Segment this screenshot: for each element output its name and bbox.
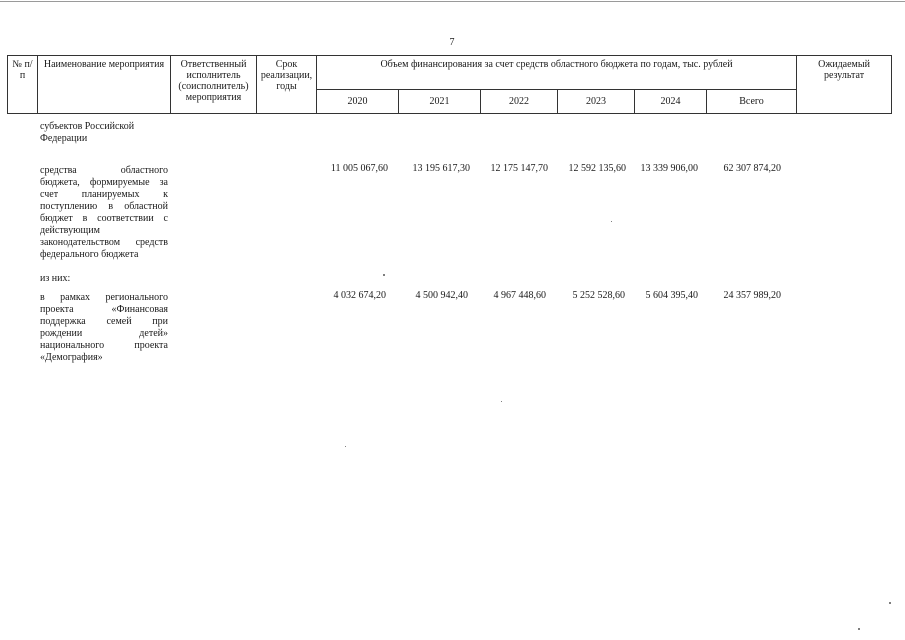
row-3-value-2022: 4 967 448,60	[493, 290, 546, 301]
header-activity-name: Наименование мероприятия	[38, 56, 171, 114]
row-3-value-2020: 4 032 674,20	[333, 290, 386, 301]
header-expected-result: Ожидаемый результат	[797, 56, 892, 114]
scan-speck	[501, 401, 502, 402]
page-number: 7	[449, 37, 455, 48]
row-3-value-2024: 5 604 395,40	[645, 290, 698, 301]
row-1-value-2023: 12 592 135,60	[568, 163, 626, 174]
scan-speck	[889, 602, 891, 604]
header-year-2024: 2024	[635, 90, 707, 114]
scan-speck	[383, 274, 385, 276]
row-3-name: в рамках регионального проекта «Финансовая поддержка семей при рождении детей» национального проекта «Демография»	[40, 292, 168, 363]
header-responsible: Ответственный исполнитель (соисполнитель) мероприятия	[171, 56, 257, 114]
row-1-name: средства областного бюджета, формируемые за счет планируемых к поступлению в областной бюджет в соответствии с действующим законодательством средств федерального бюджета	[40, 165, 168, 260]
row-3-value-total: 24 357 989,20	[723, 290, 781, 301]
budget-table-header	[7, 55, 892, 114]
row-2-name: из них:	[40, 273, 71, 284]
header-term: Срок реализации, годы	[257, 56, 317, 114]
header-year-2020: 2020	[317, 90, 399, 114]
header-number: № п/п	[8, 56, 38, 114]
row-1-value-2021: 13 195 617,30	[412, 163, 470, 174]
row-0-name: субъектов Российской Федерации	[40, 121, 135, 144]
header-funding: Объем финансирования за счет средств областного бюджета по годам, тыс. рублей	[317, 56, 797, 90]
header-year-2023: 2023	[558, 90, 635, 114]
row-3-value-2023: 5 252 528,60	[572, 290, 625, 301]
header-total: Всего	[707, 90, 797, 114]
scan-speck	[345, 446, 346, 447]
header-year-2022: 2022	[481, 90, 558, 114]
row-1-value-2020: 11 005 067,60	[330, 163, 388, 174]
row-1-value-total: 62 307 874,20	[723, 163, 781, 174]
row-1-value-2022: 12 175 147,70	[490, 163, 548, 174]
row-1-value-2024: 13 339 906,00	[640, 163, 698, 174]
top-border-line	[0, 1, 905, 2]
row-3-value-2021: 4 500 942,40	[415, 290, 468, 301]
scan-speck	[858, 628, 860, 630]
scan-speck	[611, 221, 612, 222]
header-year-2021: 2021	[399, 90, 481, 114]
